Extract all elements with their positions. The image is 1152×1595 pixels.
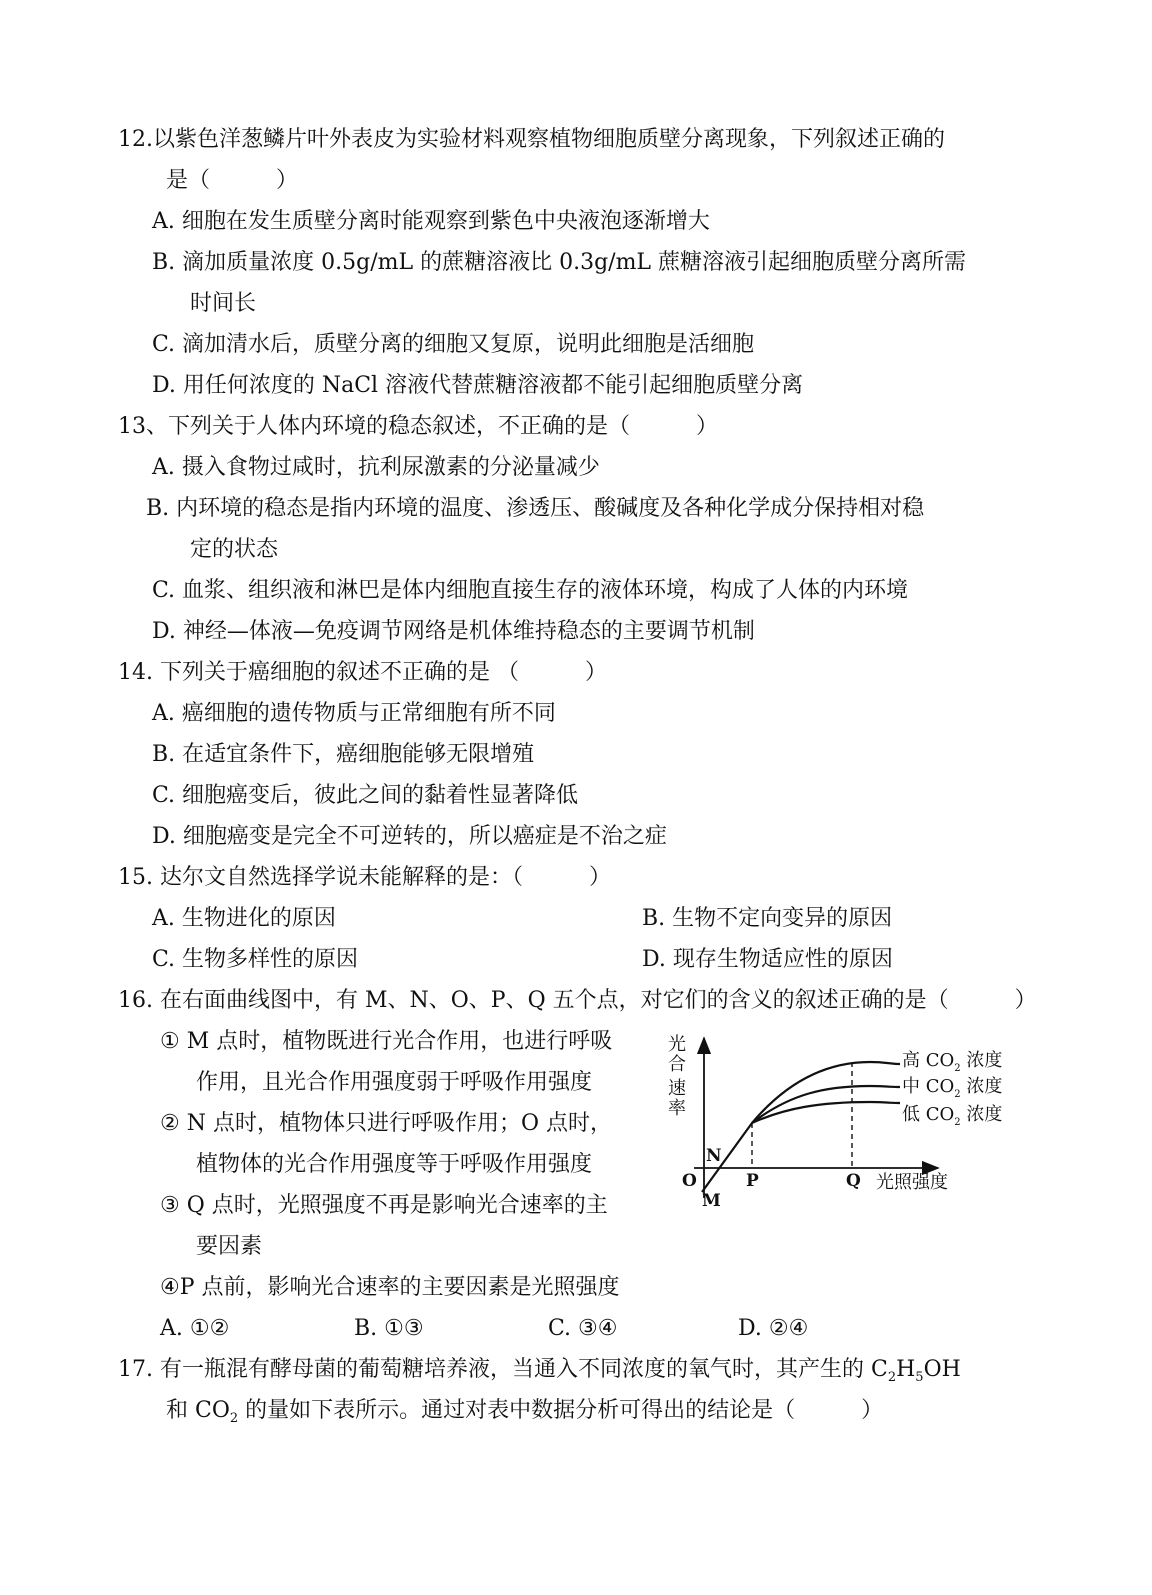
q16-statement-1-line1: ① M 点时，植物既进行光合作用，也进行呼吸 <box>160 1029 613 1054</box>
point-n-label: N <box>706 1146 722 1166</box>
q17-stem-line1: 17. 有一瓶混有酵母菌的葡萄糖培养液，当通入不同浓度的氧气时，其产生的 $C_2H_5OH$ <box>118 1357 961 1385</box>
q14-option-d: D. 细胞癌变是完全不可逆转的，所以癌症是不治之症 <box>152 824 667 849</box>
y-axis-label-char-2: 合 <box>668 1054 686 1075</box>
curve-low-co2 <box>752 1102 900 1123</box>
q15-option-a: A. 生物进化的原因 <box>152 906 336 931</box>
q12-option-c: C. 滴加清水后，质壁分离的细胞又复原，说明此细胞是活细胞 <box>152 332 755 357</box>
svg-text:中 CO2 浓度: 中 $CO_2$ 浓度 <box>902 1076 1003 1100</box>
q16-stem: 16. 在右面曲线图中，有 M、N、O、P、Q 五个点，对它们的含义的叙述正确的是（ ） <box>118 988 1037 1013</box>
svg-text:低 CO2 浓度: 低 $CO_2$ 浓度 <box>902 1104 1003 1128</box>
point-m-label: M <box>702 1191 721 1211</box>
x-axis-label: 光照强度 <box>876 1172 948 1193</box>
q16-statement-1-line2: 作用，且光合作用强度弱于呼吸作用强度 <box>196 1070 593 1095</box>
point-p-label: P <box>746 1171 759 1191</box>
q15-stem: 15. 达尔文自然选择学说未能解释的是：（ ） <box>118 865 611 890</box>
q16-statement-4: ④P 点前，影响光合速率的主要因素是光照强度 <box>160 1275 620 1300</box>
q14-option-c: C. 细胞癌变后，彼此之间的黏着性显著降低 <box>152 783 579 808</box>
q14-option-b: B. 在适宜条件下，癌细胞能够无限增殖 <box>152 742 535 767</box>
q13-stem: 13、下列关于人体内环境的稳态叙述，不正确的是（ ） <box>118 414 718 439</box>
q13-option-d: D. 神经—体液—免疫调节网络是机体维持稳态的主要调节机制 <box>152 619 755 644</box>
curve-high-co2 <box>702 1062 900 1192</box>
q16-option-d: D. ②④ <box>738 1316 809 1341</box>
q15-option-d: D. 现存生物适应性的原因 <box>642 947 893 972</box>
q12-option-b-line2: 时间长 <box>190 291 257 316</box>
q15-option-c: C. 生物多样性的原因 <box>152 947 359 972</box>
q16-statement-2-line1: ② N 点时，植物体只进行呼吸作用；O 点时， <box>160 1111 612 1136</box>
q13-option-b-line2: 定的状态 <box>190 537 279 562</box>
q16-option-a: A. ①② <box>160 1316 230 1341</box>
q14-option-a: A. 癌细胞的遗传物质与正常细胞有所不同 <box>152 701 556 726</box>
q13-option-a: A. 摄入食物过咸时，抗利尿激素的分泌量减少 <box>152 455 600 480</box>
q13-option-b-line1: B. 内环境的稳态是指内环境的温度、渗透压、酸碱度及各种化学成分保持相对稳 <box>146 496 925 521</box>
q15-option-b: B. 生物不定向变异的原因 <box>642 906 893 931</box>
q14-stem: 14. 下列关于癌细胞的叙述不正确的是 （ ） <box>118 660 607 685</box>
q12-option-d: D. 用任何浓度的 NaCl 溶液代替蔗糖溶液都不能引起细胞质壁分离 <box>152 373 804 398</box>
q17-stem-line2: 和 $CO_2$ 的量如下表所示。通过对表中数据分析可得出的结论是（ ） <box>166 1398 884 1426</box>
svg-text:高 CO2 浓度: 高 $CO_2$ 浓度 <box>902 1050 1003 1074</box>
point-q-label: Q <box>846 1171 861 1191</box>
q12-stem-line2: 是（ ） <box>166 168 299 193</box>
q12-option-a: A. 细胞在发生质壁分离时能观察到紫色中央液泡逐渐增大 <box>152 209 710 234</box>
q16-statement-3-line1: ③ Q 点时，光照强度不再是影响光合速率的主 <box>160 1193 608 1218</box>
q16-statement-3-line2: 要因素 <box>196 1234 263 1259</box>
y-axis-label-char-1: 光 <box>668 1034 686 1055</box>
label-low-co2 <box>902 1104 1002 1128</box>
label-high-co2 <box>902 1050 1002 1074</box>
q16-statement-2-line2: 植物体的光合作用强度等于呼吸作用强度 <box>196 1152 593 1177</box>
y-axis-label-char-4: 率 <box>668 1098 686 1119</box>
point-o-label: O <box>682 1171 697 1191</box>
photosynthesis-rate-graph <box>660 1028 1020 1218</box>
q16-option-b: B. ①③ <box>354 1316 424 1341</box>
label-mid-co2 <box>902 1076 1002 1100</box>
q13-option-c: C. 血浆、组织液和淋巴是体内细胞直接生存的液体环境，构成了人体的内环境 <box>152 578 909 603</box>
q12-stem-line1: 12.以紫色洋葱鳞片叶外表皮为实验材料观察植物细胞质壁分离现象，下列叙述正确的 <box>118 127 945 152</box>
q16-option-c: C. ③④ <box>548 1316 618 1341</box>
q12-option-b-line1: B. 滴加质量浓度 0.5g/mL 的蔗糖溶液比 0.3g/mL 蔗糖溶液引起细胞质壁分离所需 <box>152 250 967 275</box>
y-axis-label-char-3: 速 <box>668 1078 686 1099</box>
